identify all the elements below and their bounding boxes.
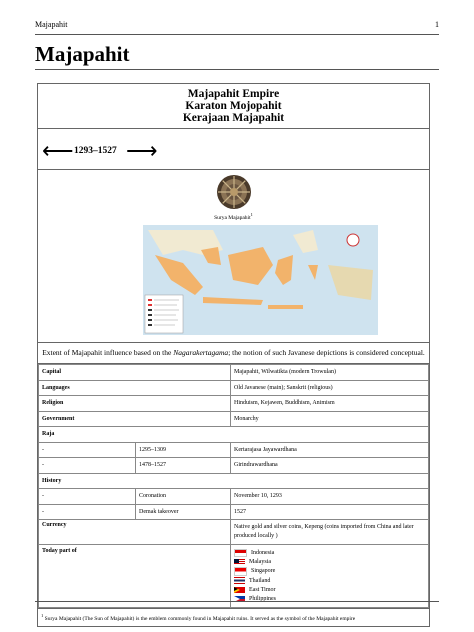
empire-name-3: Kerajaan Majapahit [182, 112, 285, 124]
footnote: $^1$ Surya Majapahit (The Sun of Majapahit) is the emblem commonly found in Majapahit ruins. It served as the symbol of the Majapahit empire [38, 608, 429, 626]
table-row: - 1478–1527 Girindrawardhana [39, 458, 429, 474]
table-row: Religion Hinduism, Kejawen, Buddhism, Animism [39, 396, 429, 412]
article-title: Majapahit [35, 42, 130, 66]
singapore-flag-icon [234, 567, 247, 576]
empire-name-2: Karaton Mojopahit [185, 100, 282, 112]
page-header [35, 20, 439, 29]
header-rule [35, 34, 439, 35]
majapahit-influence-map[interactable] [143, 225, 378, 335]
table-row: Languages Old Javanese (main); Sanskrit (religious) [39, 380, 429, 396]
empire-names [38, 84, 429, 129]
country-item: Philippines [234, 595, 425, 604]
table-row: - Demak takeover 1527 [39, 504, 429, 520]
table-row: Currency Native gold and silver coins, Kepeng (coins imported from China and later produced locally ) [39, 520, 429, 545]
country-flags [231, 545, 429, 608]
country-item: Singapore [234, 567, 425, 576]
country-item: East Timor [234, 585, 425, 594]
table-row: History [39, 473, 429, 489]
thailand-flag-icon [234, 577, 245, 584]
surya-majapahit-emblem[interactable] [216, 174, 252, 210]
table-row: - Coronation November 10, 1293 [39, 489, 429, 505]
left-arrow-icon[interactable]: ⟵ [42, 138, 74, 163]
emblem-caption: Surya Majapahit$^1$ [214, 212, 253, 221]
title-rule [35, 69, 439, 70]
country-item: Thailand [234, 576, 425, 585]
emblem-map-area [38, 170, 429, 343]
years-text: 1293–1527 [74, 146, 117, 156]
infobox-table [38, 364, 429, 608]
table-row: Government Monarchy [39, 411, 429, 427]
country-item: Indonesia [234, 548, 425, 557]
table-row: Capital Majapahit, Wilwatikta (modern Trowulan) [39, 365, 429, 381]
table-row: Today part of Indonesia Malaysia Singapore Thailand East Timor Philippines [39, 545, 429, 608]
east-timor-flag-icon [234, 587, 245, 594]
page-header-title: Majapahit [35, 20, 68, 29]
table-row: Raja [39, 427, 429, 443]
empire-name-1: Majapahit Empire [187, 88, 280, 100]
years-row [38, 129, 429, 170]
right-arrow-icon[interactable]: ⟶ [126, 138, 158, 163]
malaysia-flag-icon [234, 559, 245, 566]
indonesia-flag-icon [234, 549, 247, 558]
country-item: Malaysia [234, 557, 425, 566]
table-row: - 1295–1309 Kertarajasa Jayawardhana [39, 442, 429, 458]
map-caption: Extent of Majapahit influence based on the Nagarakertagama; the notion of such Javanese depictions is considered conceptual. [38, 343, 429, 364]
page-number: 1 [435, 20, 439, 29]
infobox [37, 83, 430, 627]
footer-rule [35, 601, 439, 602]
